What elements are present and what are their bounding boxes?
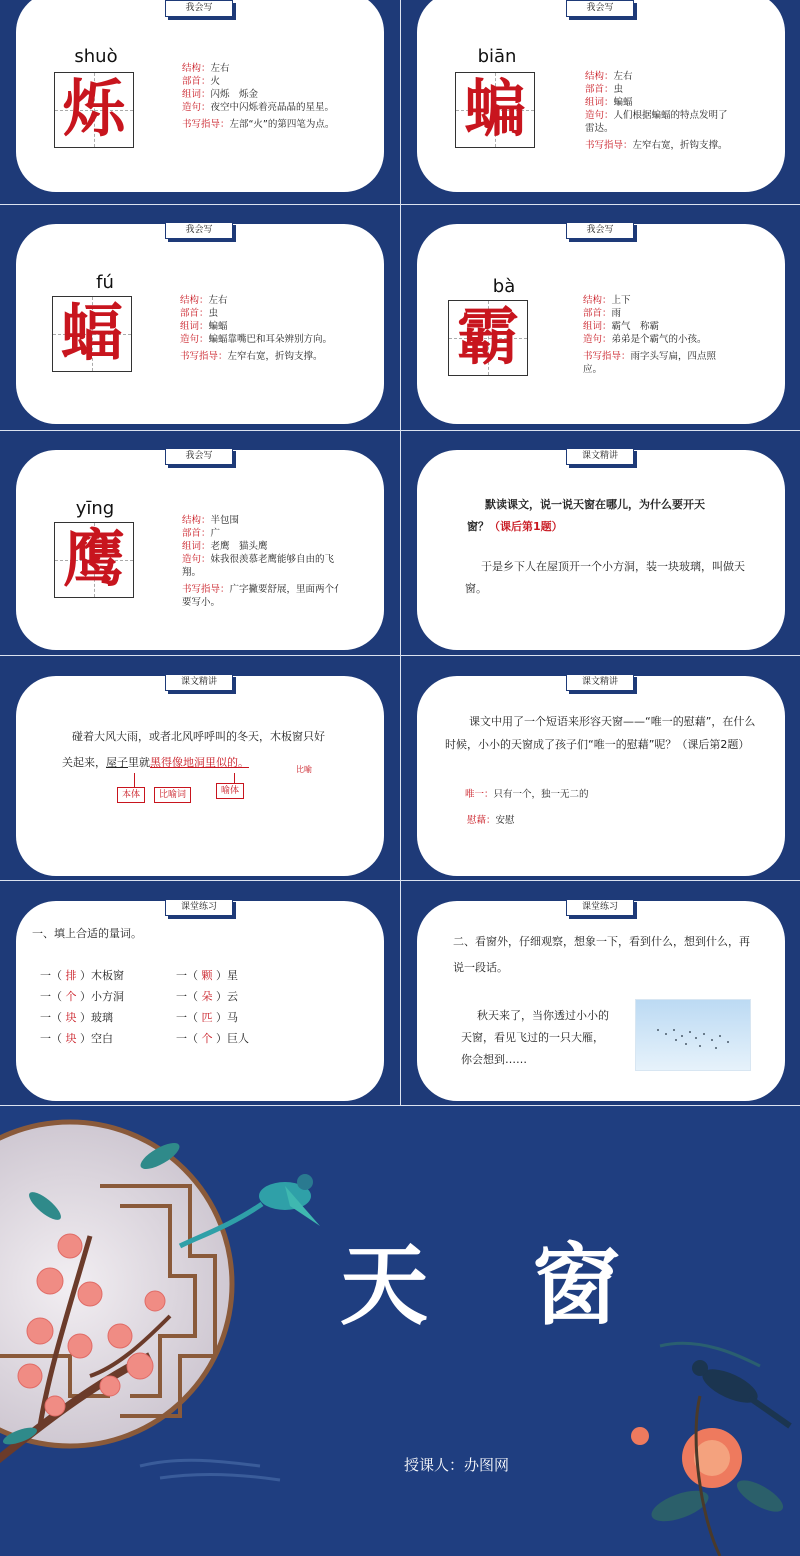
definition: 安慰	[495, 815, 515, 826]
bracket-close: ）	[212, 1032, 227, 1045]
measure-answer: 块	[65, 1032, 77, 1045]
label-sentence: 造句：	[585, 110, 614, 121]
value-radical: 虫	[208, 308, 219, 319]
text-comparison-word: 黑得像	[150, 756, 183, 769]
measure-answer: 朵	[201, 990, 213, 1003]
passage-line-2	[62, 752, 362, 774]
measure-noun: 星	[227, 969, 238, 982]
question-text: 课文中用了一个短语来形容天窗——“唯一的慰藉”，在什么时候，小小的天窗成了孩子们“唯一的慰藉”呢？（课后第2题）	[445, 715, 756, 751]
slide-tag: 课文精讲	[165, 674, 233, 691]
term: 唯一：	[465, 789, 494, 800]
question-text: 默读课文，说一说天窗在哪儿，为什么要开天窗？	[467, 498, 705, 533]
exercise-heading: 一、填上合适的量词。	[32, 927, 142, 940]
slide-card	[16, 676, 384, 876]
slide-tag: 我会写	[165, 222, 233, 239]
slide-card	[417, 901, 785, 1101]
hanzi: 蝙	[463, 72, 526, 145]
bracket-open: 一（	[40, 990, 66, 1003]
slide-card	[417, 224, 785, 424]
char-box	[455, 72, 535, 148]
measure-noun: 巨人	[227, 1032, 249, 1045]
text-plain: 里就	[128, 756, 150, 769]
label-words: 组词：	[182, 89, 211, 100]
value-structure: 半包围	[210, 515, 240, 526]
measure-answer: 匹	[201, 1011, 213, 1024]
label-sentence: 造句：	[180, 334, 209, 345]
value-radical: 广	[210, 528, 221, 539]
measure-list-right	[176, 965, 249, 1049]
answer-1	[465, 556, 745, 600]
measure-answer: 个	[65, 990, 77, 1003]
measure-word-item	[176, 1007, 249, 1028]
char-info	[583, 294, 733, 376]
value-sentence: 妹我很羡慕老鹰能够自由的飞翔。	[182, 554, 335, 578]
question-ref: （课后第1题）	[489, 520, 563, 533]
bracket-close: ）	[212, 990, 227, 1003]
bracket-close: ）	[76, 990, 91, 1003]
slide-thumb-10[interactable]	[401, 902, 799, 1133]
measure-noun: 马	[227, 1011, 238, 1024]
bracket-close: ）	[76, 1011, 91, 1024]
label-structure: 结构：	[182, 63, 211, 74]
label-structure: 结构：	[585, 71, 614, 82]
label-guide: 书写指导：	[182, 584, 230, 595]
char-box	[54, 72, 134, 148]
char-box	[54, 522, 134, 598]
pinyin: bà	[492, 276, 516, 297]
slide-card	[417, 676, 785, 876]
value-structure: 左右	[613, 71, 633, 82]
bracket-open: 一（	[176, 1011, 202, 1024]
label-words: 组词：	[182, 541, 211, 552]
slide-tag: 我会写	[165, 448, 233, 465]
passage-line-1: 碰着大风大雨，或者北风呼呼叫的冬天，木板窗只好	[72, 730, 325, 743]
cloud-wave-icon	[140, 1460, 280, 1480]
slide-thumb-6[interactable]	[401, 451, 799, 682]
bracket-open: 一（	[40, 969, 66, 982]
arrow-line	[134, 773, 135, 787]
char-info	[182, 514, 346, 609]
value-guide: 左部“火”的第四笔为点。	[229, 119, 335, 130]
moon-window-icon	[0, 1122, 232, 1446]
measure-word-item	[40, 965, 124, 986]
slide-thumb-4[interactable]	[401, 225, 799, 456]
measure-word-item	[40, 986, 124, 1007]
label-sentence: 造句：	[182, 554, 211, 565]
teacher-credit: 授课人：办图网	[404, 1456, 510, 1474]
value-sentence: 人们根据蝙蝠的特点发明了雷达。	[585, 110, 728, 134]
pinyin: fú	[96, 272, 114, 293]
measure-word-item	[176, 1028, 249, 1049]
label-sentence: 造句：	[583, 334, 612, 345]
label-guide: 书写指导：	[182, 119, 230, 130]
measure-noun: 木板窗	[91, 969, 124, 982]
value-structure: 左右	[208, 295, 228, 306]
measure-noun: 玻璃	[91, 1011, 113, 1024]
label-radical: 部首：	[182, 528, 211, 539]
text-subject: 屋子	[106, 756, 128, 769]
value-guide: 左窄右宽，折钩支撑。	[227, 351, 323, 362]
text-plain: 关起来，	[62, 756, 106, 769]
slide-tag: 我会写	[566, 222, 634, 239]
label-vehicle: 喻体	[216, 783, 244, 799]
slide-tag: 我会写	[566, 0, 634, 17]
char-info	[585, 70, 735, 152]
measure-answer: 块	[65, 1011, 77, 1024]
value-words: 老鹰 猫头鹰	[210, 541, 268, 552]
measure-word-item	[176, 965, 249, 986]
bracket-open: 一（	[40, 1032, 66, 1045]
rhetoric-label: 比喻	[296, 765, 312, 774]
definition: 只有一个，独一无二的	[493, 789, 589, 800]
slide-tag: 课堂练习	[165, 899, 233, 916]
value-structure: 上下	[611, 295, 631, 306]
peony-icon	[631, 1396, 788, 1556]
slide-thumb-8[interactable]	[401, 677, 799, 908]
hanzi: 蝠	[60, 296, 123, 369]
slide-tag: 课文精讲	[566, 448, 634, 465]
measure-list-left	[40, 965, 124, 1049]
value-sentence: 蝙蝠靠嘴巴和耳朵辨别方向。	[208, 334, 333, 345]
label-words: 组词：	[583, 321, 612, 332]
bracket-close: ）	[212, 969, 227, 982]
slide-card	[16, 224, 384, 424]
slide-thumb-5[interactable]	[0, 451, 398, 682]
char-info	[182, 62, 352, 131]
label-guide: 书写指导：	[585, 140, 633, 151]
bracket-close: ）	[76, 1032, 91, 1045]
char-box	[448, 300, 528, 376]
value-guide: 左窄右宽，折钩支撑。	[632, 140, 728, 151]
value-sentence: 弟弟是个霸气的小孩。	[611, 334, 707, 345]
value-words: 闪烁 烁金	[210, 89, 259, 100]
bracket-close: ）	[76, 969, 91, 982]
slide-card	[16, 0, 384, 192]
value-radical: 虫	[613, 84, 624, 95]
value-radical: 火	[210, 76, 221, 87]
sky-photo	[635, 999, 751, 1071]
slide-tag: 我会写	[165, 0, 233, 17]
arrow-line	[234, 773, 235, 783]
pinyin: yīng	[75, 498, 115, 519]
question-1	[467, 494, 717, 538]
value-words: 霸气 称霸	[611, 321, 660, 332]
bracket-open: 一（	[176, 990, 202, 1003]
label-guide: 书写指导：	[583, 351, 631, 362]
magpie-icon	[660, 1343, 790, 1426]
label-simile-word: 比喻词	[154, 787, 191, 803]
slide-tag: 课文精讲	[566, 674, 634, 691]
measure-noun: 云	[227, 990, 238, 1003]
measure-answer: 排	[65, 969, 77, 982]
slide-thumb-2[interactable]	[401, 0, 799, 224]
slide-thumb-3[interactable]	[0, 225, 398, 456]
slide-card	[417, 0, 785, 192]
exercise-body-text: 秋天来了，当你透过小小的天窗，看见飞过的一只大雁，你会想到……	[461, 1009, 609, 1066]
label-radical: 部首：	[585, 84, 614, 95]
measure-answer: 个	[201, 1032, 213, 1045]
definition-2	[467, 814, 515, 827]
hanzi: 鹰	[62, 522, 125, 595]
text-vehicle: 地洞里似的。	[183, 756, 249, 769]
slide-card	[417, 450, 785, 650]
value-words: 蝙蝠	[613, 97, 633, 108]
char-info	[180, 294, 355, 363]
definition-1	[465, 788, 589, 801]
label-words: 组词：	[180, 321, 209, 332]
pinyin: biān	[477, 46, 517, 67]
value-structure: 左右	[210, 63, 230, 74]
bracket-open: 一（	[176, 969, 202, 982]
geese-flock-icon	[636, 1000, 750, 1070]
char-box	[52, 296, 132, 372]
slide-thumb-1[interactable]	[0, 0, 398, 224]
measure-word-item	[176, 986, 249, 1007]
label-guide: 书写指导：	[180, 351, 228, 362]
value-sentence: 夜空中闪烁着亮晶晶的星星。	[210, 102, 335, 113]
label-radical: 部首：	[182, 76, 211, 87]
term: 慰藉：	[467, 815, 496, 826]
exercise-heading: 二、看窗外，仔细观察，想象一下，看到什么，想到什么，再说一段话。	[453, 935, 750, 974]
measure-word-item	[40, 1028, 124, 1049]
bracket-close: ）	[212, 1011, 227, 1024]
lesson-title: 天 窗	[340, 1234, 629, 1337]
label-words: 组词：	[585, 97, 614, 108]
bracket-open: 一（	[176, 1032, 202, 1045]
slide-tag: 课堂练习	[566, 899, 634, 916]
measure-answer: 颗	[201, 969, 213, 982]
value-guide: 广字撇要舒展，里面两个亻要写小。	[182, 584, 344, 608]
measure-word-item	[40, 1007, 124, 1028]
value-words: 蝙蝠	[208, 321, 228, 332]
measure-noun: 小方洞	[91, 990, 124, 1003]
title-slide[interactable]	[0, 1106, 800, 1556]
exercise-body	[461, 1005, 611, 1071]
label-radical: 部首：	[583, 308, 612, 319]
slide-card	[16, 901, 384, 1101]
label-structure: 结构：	[180, 295, 209, 306]
value-guide: 雨字头写扁，四点照应。	[583, 351, 717, 375]
value-radical: 雨	[611, 308, 622, 319]
label-structure: 结构：	[583, 295, 612, 306]
hanzi: 霸	[456, 300, 519, 373]
measure-noun: 空白	[91, 1032, 113, 1045]
bracket-open: 一（	[40, 1011, 66, 1024]
label-structure: 结构：	[182, 515, 211, 526]
pinyin: shuò	[74, 46, 118, 67]
slide-thumb-7[interactable]	[0, 677, 398, 908]
label-radical: 部首：	[180, 308, 209, 319]
slide-thumb-9[interactable]	[0, 902, 398, 1133]
slide-card	[16, 450, 384, 650]
answer-text: 于是乡下人在屋顶开一个小方洞，装一块玻璃，叫做天窗。	[465, 560, 745, 595]
label-tenor: 本体	[117, 787, 145, 803]
label-sentence: 造句：	[182, 102, 211, 113]
hanzi: 烁	[62, 72, 125, 145]
question-2	[445, 710, 765, 756]
